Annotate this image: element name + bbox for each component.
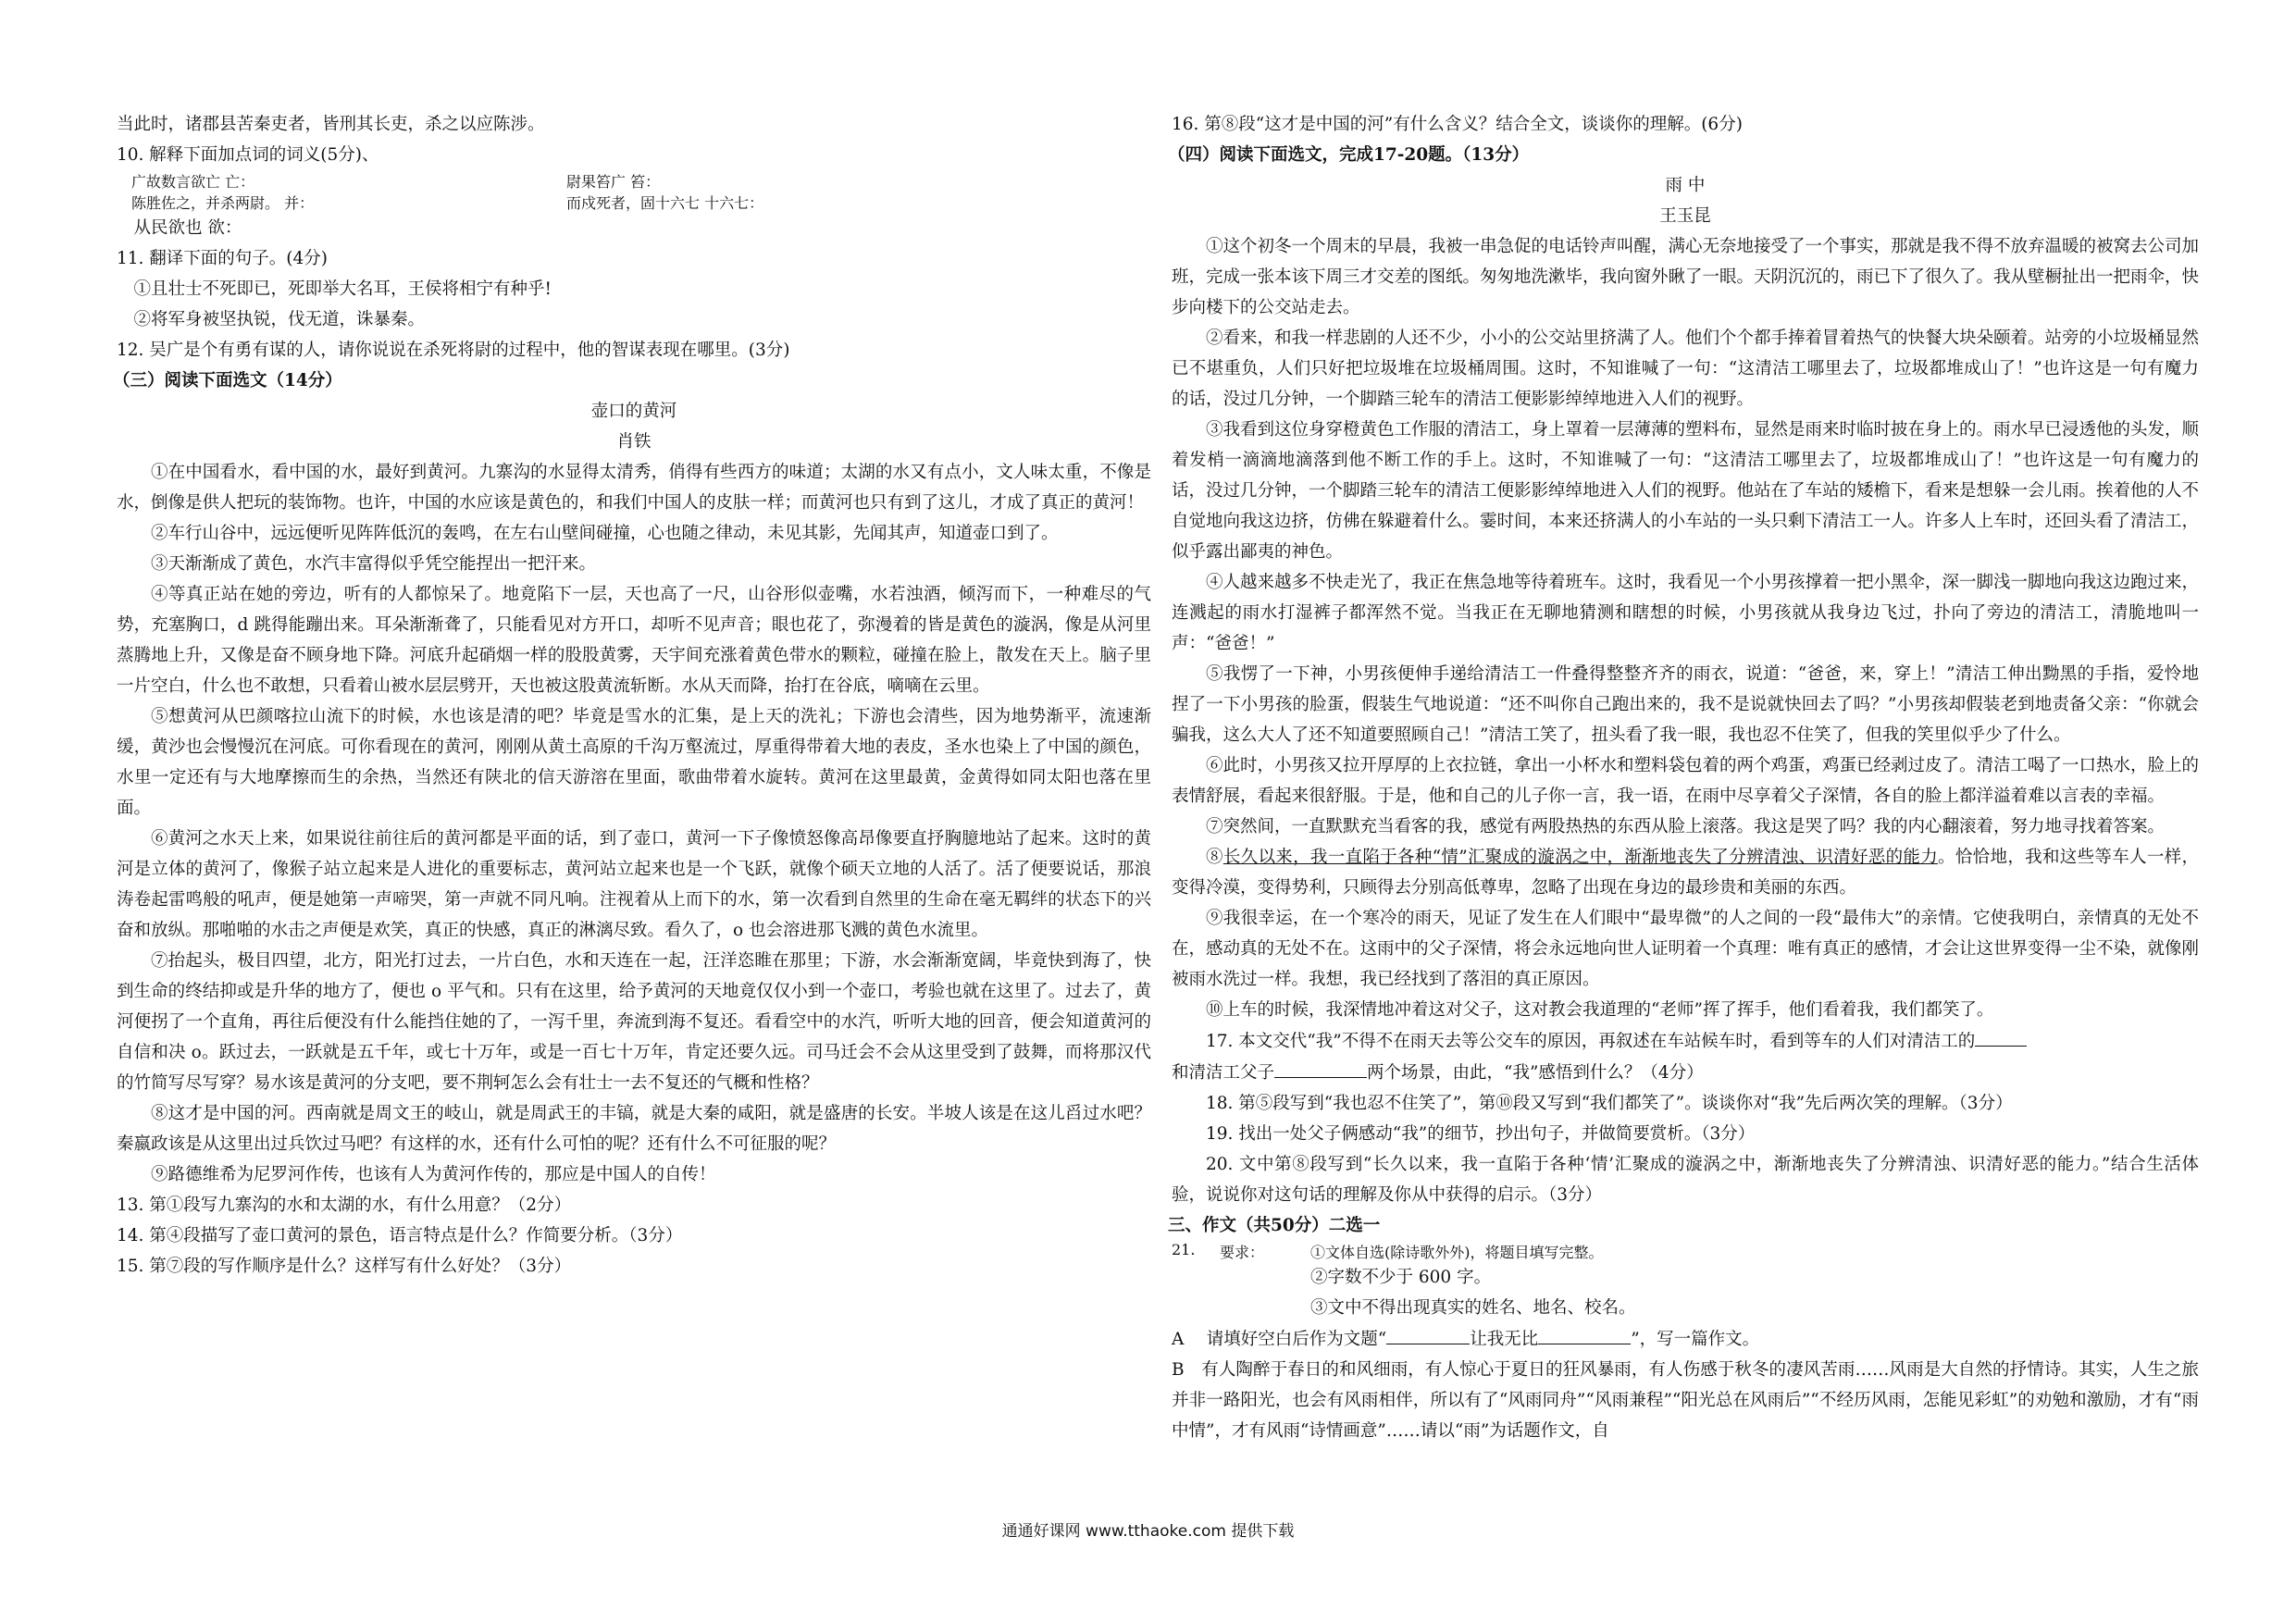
- question-text: 两个场景，由此，“我”感悟到什么？（4分）: [1367, 1063, 1704, 1083]
- paragraph: ⑨我很幸运，在一个寒冷的雨天，见证了发生在人们眼中“最卑微”的人之间的一段“最伟大”的亲情。它使我明白，亲情真的无处不在，感动真的无处不在。这雨中的父子深情，将会永远地向世人证明着一个真理：唯有真正的感情，才会让这世界变得一尘不染，就像刚被雨水洗过一样。我想，我已经找到了落泪的真正原因。: [1172, 909, 2200, 989]
- section-heading: （四）阅读下面选文，完成17-20题。（13分）: [1168, 145, 1530, 165]
- question-17: [1172, 1025, 2199, 1057]
- question-text: 17. 本文交代“我”不得不在雨天去等公交车的原因，再叙述在车站候车时，看到等车的人们对清洁工的: [1206, 1032, 1976, 1051]
- option-text: A 请填好空白后作为文题“: [1172, 1330, 1387, 1349]
- left-column: [113, 109, 1151, 1282]
- q10-item: 广故数言欲亡 亡：: [131, 173, 255, 191]
- section-heading: 三、作文（共50分）二选一: [1168, 1216, 1381, 1235]
- question-text: 和清洁工父子: [1172, 1063, 1275, 1083]
- q10-row-1: [117, 170, 1151, 192]
- q10-item: 而戍死者，固十六七 十六七：: [566, 194, 764, 212]
- answer-blank[interactable]: [1274, 1057, 1367, 1078]
- paragraph: ⑦抬起头，极目四望，北方，阳光打过去，一片白色，水和天连在一起，汪洋恣睢在那里；下游，水会渐渐宽阔，毕竟快到海了，快到生命的终结抑或是升华的地方了，便也 o 平气和。只有在这里，给予黄河的天地竟仅仅小到一个壶口，考验也就在这里了。过去了，黄河便拐了一个直角，再往后便没有什么能挡住她的了，一泻千里，奔流到海不复还。看看空中的水汽，听听大地的回音，便会知道黄河的自信和决 o。跃过去，一跃就是五千年，或七十万年，或是一百七十万年，肯定还要久远。司马迁会不会从这里受到了鼓舞，而将那汉代的竹简写尽写穿？易水该是黄河的分支吧，要不荆轲怎么会有壮士一去不复还的气概和性格？: [117, 951, 1151, 1093]
- paragraph: ⑥此时，小男孩又拉开厚厚的上衣拉链，拿出一小杯水和塑料袋包着的两个鸡蛋，鸡蛋已经剥过皮了。清洁工喝了一口热水，脸上的表情舒展，看起来很舒服。于是，他和自己的儿子你一言，我一语，在雨中尽享着父子深情，各自的脸上都洋溢着难以言表的幸福。: [1172, 756, 2200, 806]
- article-author: 肖铁: [616, 432, 652, 452]
- question-20: 20. 文中第⑧段写到“长久以来，我一直陷于各种‘情’汇聚成的漩涡之中，渐渐地丧失了分辨清浊、识清好恶的能力。”结合生活体验，说说你对这句话的理解及你从中获得的启示。（3分）: [1172, 1155, 2199, 1205]
- option-text: ”，写一篇作文。: [1631, 1330, 1760, 1349]
- question-11: 11. 翻译下面的句子。(4分): [117, 249, 329, 268]
- paragraph: ①在中国看水，看中国的水，最好到黄河。九寨沟的水显得太清秀，俏得有些西方的味道；太湖的水又有点小，文人味太重，不像是水，倒像是供人把玩的装饰物。也许，中国的水应该是黄色的，和我们中国人的皮肤一样；而黄河也只有到了这儿，才成了真正的黄河！: [117, 463, 1151, 513]
- paragraph: [1172, 842, 2199, 903]
- q10-item: 尉果笞广 笞：: [566, 173, 661, 191]
- paragraph: ①这个初冬一个周末的早晨，我被一串急促的电话铃声叫醒，满心无奈地接受了一个事实，那就是我不得不放弃温暖的被窝去公司加班，完成一张本该下周三才交差的图纸。匆匆地洗漱毕，我向窗外瞅了一眼。天阴沉沉的，雨已下了很久了。我从壁橱扯出一把雨伞，快步向楼下的公交站走去。: [1172, 237, 2200, 317]
- paragraph-number: ⑧: [1206, 848, 1223, 867]
- paragraph: ⑥黄河之水天上来，如果说往前往后的黄河都是平面的话，到了壶口，黄河一下子像愤怒像高昂像要直抒胸臆地站了起来。这时的黄河是立体的黄河了，像猴子站立起来是人进化的重要标志，黄河站立起来也是一个飞跃，就像个硕天立地的人活了。活了便要说话，那浪涛卷起雷鸣般的吼声，便是她第一声啼哭，第一声就不同凡响。注视着从上而下的水，第一次看到自然里的生命在毫无羁绊的状态下的兴奋和放纵。那啪啪的水击之声便是欢笑，真正的快感，真正的淋漓尽致。看久了，o 也会溶进那飞溅的黄色水流里。: [117, 829, 1151, 940]
- paragraph: ⑨路德维希为尼罗河作传，也该有人为黄河作传的，那应是中国人的自传！: [151, 1165, 716, 1184]
- q11-sentence: ①且壮士不死即已，死即举大名耳，王侯将相宁有种乎!: [133, 279, 552, 299]
- paragraph: ⑧这才是中国的河。西南就是周文王的岐山，就是周武王的丰镐，就是大秦的咸阳，就是盛唐的长安。半坡人该是在这儿舀过水吧？秦嬴政该是从这里出过兵饮过马吧？有这样的水，还有什么可怕的呢？还有什么不可征服的呢？: [117, 1104, 1151, 1154]
- page-footer: 通通好课网 www.tthaoke.com 提供下载: [1001, 1522, 1295, 1541]
- underlined-sentence: 长久以来，我一直陷于各种“情”汇聚成的漩涡之中，渐渐地丧失了分辨清浊、识清好恶的能力: [1222, 848, 1939, 867]
- paragraph: ②车行山谷中，远远便听见阵阵低沉的轰鸣，在左右山壁间碰撞，心也随之律动，未见其影，先闻其声，知道壶口到了。: [151, 524, 1059, 543]
- paragraph: ③天渐渐成了黄色，水汽丰富得似乎凭空能捏出一把汗来。: [151, 554, 597, 574]
- title-blank-1[interactable]: [1386, 1323, 1470, 1344]
- question-19: 19. 找出一处父子俩感动“我”的细节，抄出句子，并做简要赏析。（3分）: [1206, 1124, 1756, 1144]
- requirement: ③文中不得出现真实的姓名、地名、校名。: [1310, 1298, 1636, 1318]
- question-16: 16. 第⑧段“这才是中国的河”有什么含义？结合全文，谈谈你的理解。(6分): [1172, 115, 1743, 134]
- paragraph: ③我看到这位身穿橙黄色工作服的清洁工，身上罩着一层薄薄的塑料布，显然是雨来时临时披在身上的。雨水早已浸透他的头发，顺着发梢一滴滴地滴落到他不断工作的手上。这时，不知谁喊了一句：“这清洁工哪里去了，垃圾都堆成山了！”也许这是一句有魔力的话，没过几分钟，一个脚踏三轮车的清洁工便影影绰绰地进入人们的视野。他站在了车站的矮檐下，看来是想躲一会儿雨。挨着他的人不自觉地向我这边挤，仿佛在躲避着什么。霎时间，本来还挤满人的小车站的一头只剩下清洁工一人。许多人上车时，还回头看了清洁工，似乎露出鄙夷的神色。: [1172, 420, 2200, 562]
- paragraph: ④人越来越多不快走光了，我正在焦急地等待着班车。这时，我看见一个小男孩撑着一把小黑伞，深一脚浅一脚地向我这边跑过来，连溅起的雨水打湿裤子都浑然不觉。当我正在无聊地猜测和瞎想的时候，小男孩就从我身边飞过，扑向了旁边的清洁工，清脆地叫一声：“爸爸！”: [1172, 573, 2200, 653]
- option-text: 让我无比: [1470, 1330, 1539, 1349]
- question-17-cont: [1172, 1057, 2199, 1088]
- requirement: ②字数不少于 600 字。: [1310, 1268, 1492, 1287]
- title-blank-2[interactable]: [1538, 1323, 1631, 1344]
- requirements-label: 要求：: [1220, 1244, 1265, 1261]
- paragraph: ⑤我愣了一下神，小男孩便伸手递给清洁工一件叠得整整齐齐的雨衣，说道：“爸爸，来，穿上！”清洁工伸出黝黑的手指，爱怜地捏了一下小男孩的脸蛋，假装生气地说道：“还不叫你自己跑出来的，我不是说就快回去了吗？”小男孩却假装老到地责备父亲：“你就会骗我，这么大人了还不知道要照顾自己！”清洁工笑了，扭头看了我一眼，我也忍不住笑了，但我的笑里似乎少了什么。: [1172, 664, 2199, 745]
- q21-row: [1172, 1241, 2199, 1262]
- paragraph: ⑩上车的时候，我深情地冲着这对父子，这对教会我道理的“老师”挥了挥手，他们看着我，我们都笑了。: [1206, 1000, 1994, 1020]
- question-10: 10. 解释下面加点词的词义(5分)、: [117, 145, 379, 165]
- paragraph: ⑦突然间，一直默默充当看客的我，感觉有两股热热的东西从脸上滚落。我这是哭了吗？我的内心翻滚着，努力地寻找着答案。: [1206, 817, 2166, 836]
- essay-option-a: [1172, 1323, 2199, 1355]
- q10-item: 陈胜佐之，并杀两尉。 并：: [131, 194, 315, 212]
- question-number: 21.: [1172, 1241, 1196, 1258]
- article-title: 壶口的黄河: [590, 402, 677, 421]
- question-18: 18. 第⑤段写到“我也忍不住笑了”，第⑩段又写到“我们都笑了”。谈谈你对“我”先后两次笑的理解。（3分）: [1206, 1094, 2013, 1113]
- article-author: 王玉昆: [1659, 206, 1711, 226]
- question-12: 12. 吴广是个有勇有谋的人，请你说说在杀死将尉的过程中，他的智谋表现在哪里。(3分): [117, 341, 790, 360]
- q10-row-2: [117, 192, 1151, 213]
- paragraph: ⑤想黄河从巴颜喀拉山流下的时候，水也该是清的吧？毕竟是雪水的汇集，是上天的洗礼；下游也会清些，因为地势渐平，流速渐缓，黄沙也会慢慢沉在河底。可你看现在的黄河，刚刚从黄土高原的千沟万壑流过，厚重得带着大地的表皮，圣水也染上了中国的颜色，水里一定还有与大地摩擦而生的余热，当然还有陕北的信天游溶在里面，歌曲带着水旋转。黄河在这里最黄，金黄得如同太阳也落在里面。: [117, 707, 1151, 818]
- paragraph: ②看来，和我一样悲剧的人还不少，小小的公交站里挤满了人。他们个个都手捧着冒着热气的快餐大块朵颐着。站旁的小垃圾桶显然已不堪重负，人们只好把垃圾堆在垃圾桶周围。这时，不知谁喊了一句：“这清洁工哪里去了，垃圾都堆成山了！”也许这是一句有魔力的话，没过几分钟，一个脚踏三轮车的清洁工便影影绰绰地进入人们的视野。: [1172, 328, 2200, 409]
- section-heading: （三）阅读下面选文（14分）: [113, 371, 342, 390]
- paragraph: ④等真正站在她的旁边，听有的人都惊呆了。地竟陷下一层，天也高了一尺，山谷形似壶嘴，水若浊酒，倾泻而下，一种难尽的气势，充塞胸口，d 跳得能蹦出来。耳朵渐渐聋了，只能看见对方开口，却听不见声音；眼也花了，弥漫着的皆是黄色的漩涡，像是从河里蒸腾地上升，又像是奋不顾身地下降。河底升起硝烟一样的股股黄雾，天宇间充涨着黄色带水的颗粒，碰撞在脸上，散发在天上。脑子里一片空白，什么也不敢想，只看着山被水层层劈开，天也被这股黄流斩断。水从天而降，抬打在谷底，嘀嘀在云里。: [117, 585, 1151, 696]
- paragraph-text: 。恰恰地，我和这些等车人一样，变得冷漠，变得势利，只顾得去分别高低尊卑，忽略了出现在身边的最珍贵和美丽的东西。: [1172, 848, 2199, 898]
- q10-item: 从民欲也 欲：: [133, 218, 242, 238]
- question-13: 13. 第①段写九寨沟的水和太湖的水，有什么用意？（2分）: [117, 1196, 572, 1215]
- question-14: 14. 第④段描写了壶口黄河的景色，语言特点是什么？作简要分析。（3分）: [117, 1226, 683, 1245]
- article-title: 雨 中: [1665, 176, 1706, 195]
- text-line: 当此时，诸郡县苦秦吏者，皆刑其长吏，杀之以应陈涉。: [117, 115, 545, 134]
- answer-blank[interactable]: [1975, 1025, 2027, 1047]
- question-15: 15. 第⑦段的写作顺序是什么？这样写有什么好处？（3分）: [117, 1257, 572, 1276]
- essay-option-b: B 有人陶醉于春日的和风细雨，有人惊心于夏日的狂风暴雨，有人伤感于秋冬的凄风苦雨……风雨是大自然的抒情诗。其实，人生之旅并非一路阳光，也会有风雨相伴，所以有了“风雨同舟”“风雨兼程”“阳光总在风雨后”“不经历风雨，怎能见彩虹”的劝勉和激励，才有“雨中情”，才有风雨“诗情画意”……请以“雨”为话题作文，自: [1172, 1360, 2199, 1441]
- right-column: [1168, 109, 2200, 1446]
- q11-sentence: ②将军身被坚执锐，伐无道，诛暴秦。: [133, 310, 426, 329]
- requirement: ①文体自选(除诗歌外外)，将题目填写完整。: [1310, 1244, 1604, 1261]
